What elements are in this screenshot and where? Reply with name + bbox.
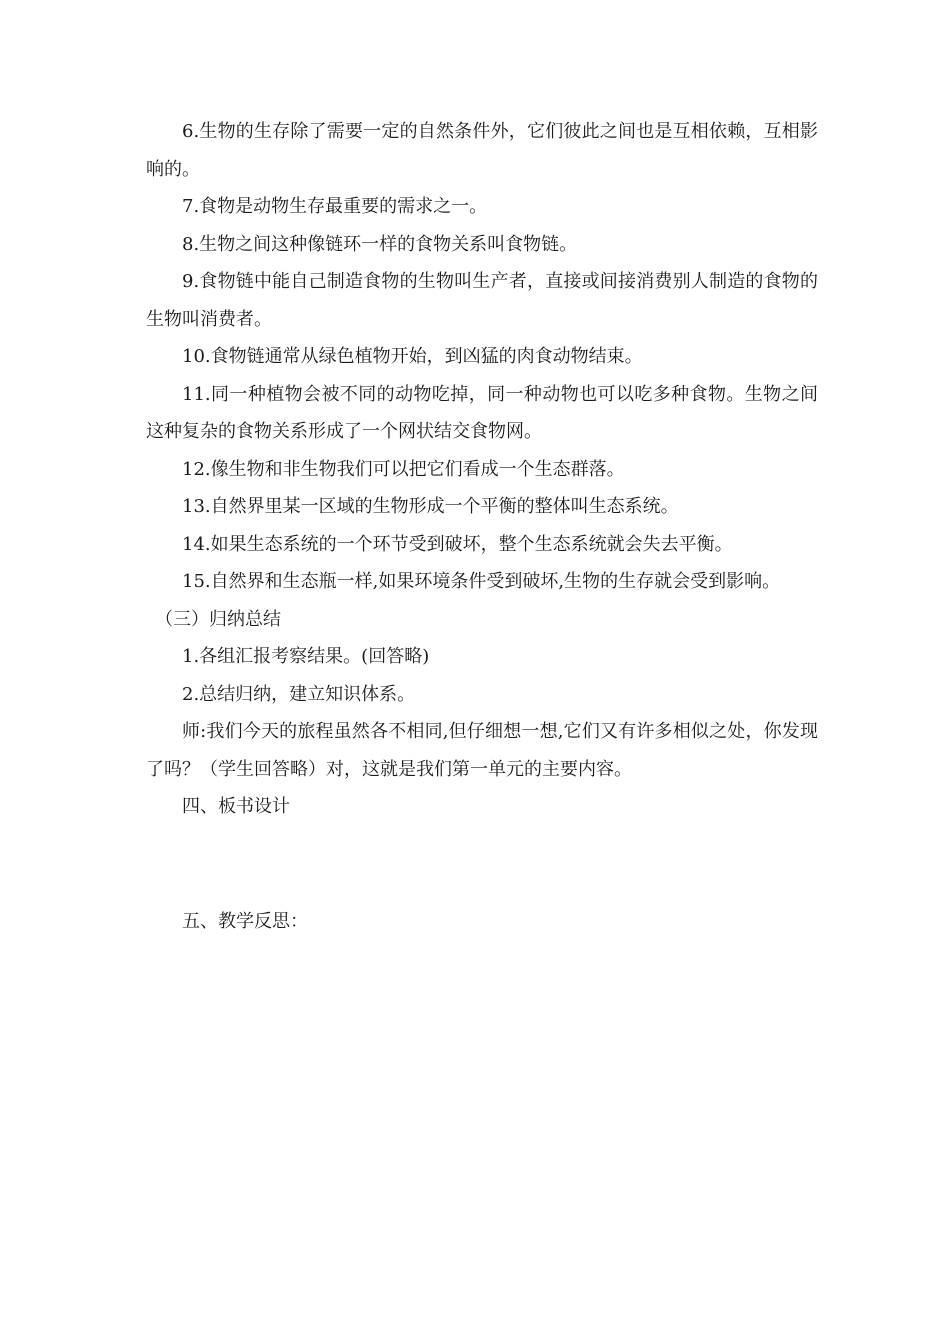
paragraph-10: 10.食物链通常从绿色植物开始，到凶猛的肉食动物结束。 <box>182 346 643 367</box>
board-design-blank-area <box>146 826 818 903</box>
paragraph-9: 9.食物链中能自己制造食物的生物叫生产者，直接或间接消费别人制造的食物的生物叫消费者。 <box>146 271 818 330</box>
paragraph-12: 12.像生物和非生物我们可以把它们看成一个生态群落。 <box>182 458 625 480</box>
paragraph-6: 6.生物的生存除了需要一定的自然条件外，它们彼此之间也是互相依赖，互相影响的。 <box>146 121 818 180</box>
summary-item-1: 1.各组汇报考察结果。(回答略) <box>182 646 430 667</box>
summary-item-2: 2.总结归纳，建立知识体系。 <box>182 683 416 705</box>
paragraph-14: 14.如果生态系统的一个环节受到破坏，整个生态系统就会失去平衡。 <box>182 533 733 555</box>
teaching-reflection-heading: 五、教学反思： <box>182 910 308 932</box>
document-page <box>146 113 818 940</box>
paragraph-11: 11.同一种植物会被不同的动物吃掉，同一种动物也可以吃多种食物。生物之间这种复杂的食物关系形成了一个网状结交食物网。 <box>146 383 818 442</box>
teacher-remark: 师:我们今天的旅程虽然各不相同,但仔细想一想,它们又有许多相似之处，你发现了吗？（学生回答略）对，这就是我们第一单元的主要内容。 <box>146 721 818 780</box>
board-design-heading: 四、板书设计 <box>182 796 290 817</box>
paragraph-13: 13.自然界里某一区域的生物形成一个平衡的整体叫生态系统。 <box>182 496 679 517</box>
paragraph-15: 15.自然界和生态瓶一样,如果环境条件受到破坏,生物的生存就会受到影响。 <box>182 571 781 592</box>
section-summary-heading: （三）归纳总结 <box>155 608 281 630</box>
paragraph-7: 7.食物是动物生存最重要的需求之一。 <box>182 196 488 217</box>
paragraph-8: 8.生物之间这种像链环一样的食物关系叫食物链。 <box>182 233 578 255</box>
